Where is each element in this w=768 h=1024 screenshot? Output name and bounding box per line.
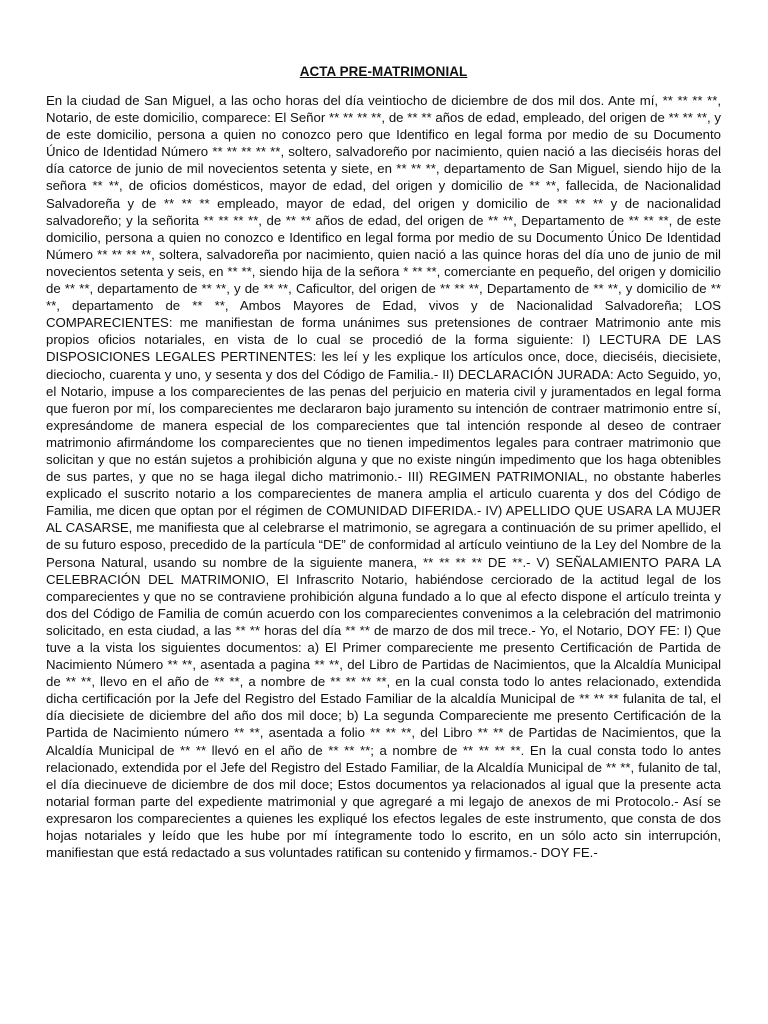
- document-page: [46, 64, 721, 861]
- document-title: ACTA PRE-MATRIMONIAL: [299, 64, 468, 79]
- document-body-text: En la ciudad de San Miguel, a las ocho horas del día veintiocho de diciembre de dos mil dos. Ante mí, ** ** ** **, Notario, de este domicilio, comparece: El Señor ** ** ** **, de ** ** años de edad, empleado, del origen de ** ** **, y de este domicilio, persona a quien no conozco pero que Identifico en legal forma por medio de su Documento Único de Identidad Número ** ** ** ** **, soltero, salvadoreño por nacimiento, quien nació a las dieciséis horas del día catorce de junio de mil novecientos setenta y siete, en ** ** **, departamento de San Miguel, siendo hijo de la señora ** **, de oficios domésticos, mayor de edad, del origen y domicilio de ** **, fallecida, de Nacionalidad Salvadoreña y de ** ** ** empleado, mayor de edad, del origen y domicilio de ** ** ** y de nacionalidad salvadoreño; y la señorita ** ** ** **, de ** ** años de edad, del origen de ** **, Departamento de ** ** **, de este domicilio, persona a quien no conozco e Identifico en legal forma por medio de su Documento Único De Identidad Número ** ** ** **, soltera, salvadoreña por nacimiento, quien nació a las quince horas del día uno de junio de mil novecientos setenta y seis, en ** **, siendo hija de la señora * ** **, comerciante en pequeño, del origen y domicilio de ** **, departamento de ** **, y de ** **, Caficultor, del origen de ** ** **, Departamento de ** **, y domicilio de ** **, departamento de ** **, Ambos Mayores de Edad, vivos y de Nacionalidad Salvadoreña; LOS COMPARECIENTES: me manifiestan de forma unánimes sus pretensiones de contraer Matrimonio ante mis propios oficios notariales, en vista de lo cual se procedió de la forma siguiente: I) LECTURA DE LAS DISPOSICIONES LEGALES PERTINENTES: les leí y les explique los artículos once, doce, dieciséis, diecisiete, dieciocho, cuarenta y uno, y sesenta y dos del Código de Familia.- II) DECLARACIÓN JURADA: Acto Seguido, yo, el Notario, impuse a los comparecientes de las penas del perjuicio en materia civil y juramentados en legal forma que fueron por mí, los comparecientes me declararon bajo juramento su intención de contraer matrimonio entre sí, expresándome de manera especial de los comparecientes que tal intención responde al deseo de contraer matrimonio afirmándome los comparecientes que no tienen impedimentos legales para contraer matrimonio que solicitan y que no están sujetos a prohibición alguna y que no existe ningún impedimento que los haga obtenibles de sus partes, y que no se haga ilegal dicho matrimonio.- III) REGIMEN PATRIMONIAL, no obstante haberles explicado el suscrito notario a los comparecientes de manera amplia el articulo cuarenta y dos del Código de Familia, me dicen que optan por el régimen de COMUNIDAD DIFERIDA.- IV) APELLIDO QUE USARA LA MUJER AL CASARSE, me manifiesta que al celebrarse el matrimonio, se agregara a continuación de su primer apellido, el de su futuro esposo, precedido de la partícula “DE” de conformidad al artículo veintiuno de la Ley del Nombre de la Persona Natural, usando su nombre de la siguiente manera, ** ** ** ** DE **.- V) SEÑALAMIENTO PARA LA CELEBRACIÓN DEL MATRIMONIO, El Infrascrito Notario, habiéndose cerciorado de la actitud legal de los comparecientes y que no se contraviene prohibición alguna fundado a lo que al efecto dispone el artículo treinta y dos del Código de Familia de común acuerdo con los comparecientes convenimos a la celebración del matrimonio solicitado, en esta ciudad, a las ** ** horas del día ** ** de marzo de dos mil trece.- Yo, el Notario, DOY FE: I) Que tuve a la vista los siguientes documentos: a) El Primer compareciente me presento Certificación de Partida de Nacimiento Número ** **, asentada a pagina ** **, del Libro de Partidas de Nacimientos, que la Alcaldía Municipal de ** **, llevo en el año de ** **, a nombre de ** ** ** **, en la cual consta todo lo antes relacionado, extendida dicha certificación por la Jefe del Registro del Estado Familiar de la alcaldía Municipal de ** ** ** fulanita de tal, el día diecisiete de diciembre del año dos mil doce; b) La segunda Compareciente me presento Certificación de la Partida de Nacimiento número ** **, asentada a folio ** ** **, del Libro ** ** de Partidas de Nacimientos, que la Alcaldía Municipal de ** ** llevó en el año de ** ** **; a nombre de ** ** ** **. En la cual consta todo lo antes relacionado, extendida por el Jefe del Registro del Estado Familiar, de la Alcaldía Municipal de ** **, fulanito de tal, el día diecinueve de diciembre de dos mil doce; Estos documentos ya relacionados al igual que la presente acta notarial forman parte del expediente matrimonial y que agregaré a mi legajo de anexos de mi Protocolo.- Así se expresaron los comparecientes a quienes les expliqué los efectos legales de este instrumento, que consta de dos hojas notariales y leído que les hube por mí íntegramente todo lo escrito, en un sólo acto sin interrupción, manifiestan que está redactado a sus voluntades ratifican su contenido y firmamos.- DOY FE.-: [46, 93, 721, 861]
